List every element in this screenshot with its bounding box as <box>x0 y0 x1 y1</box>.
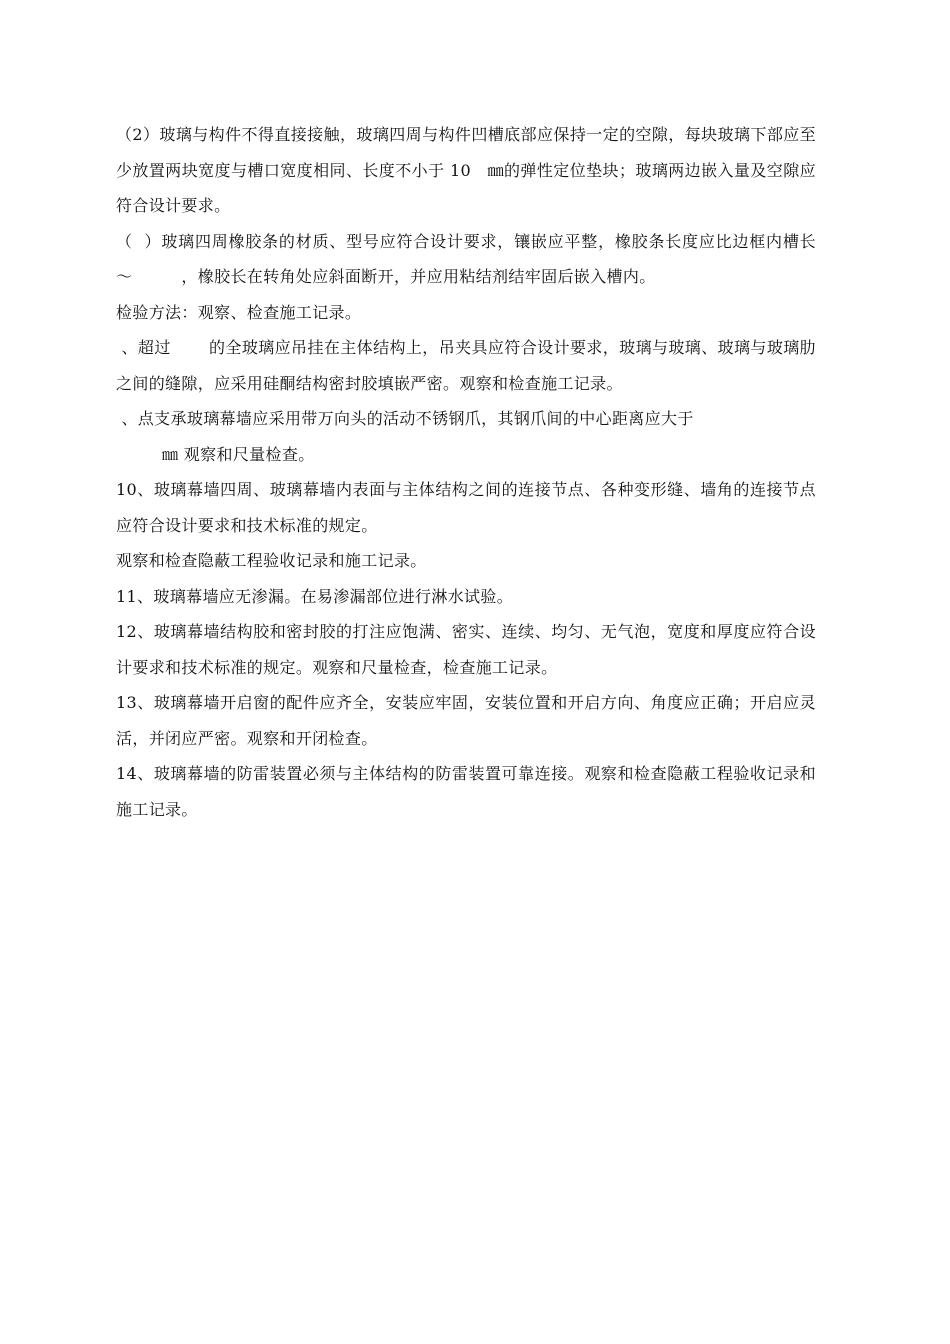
paragraph-item-12: 12、玻璃幕墙结构胶和密封胶的打注应饱满、密实、连续、均匀、无气泡，宽度和厚度应符合设计要求和技术标准的规定。观察和尺量检查，检查施工记录。 <box>116 622 816 677</box>
paragraph-point-supported-glass: 、点支承玻璃幕墙应采用带万向头的活动不锈钢爪，其钢爪间的中心距离应大于 <box>116 409 694 428</box>
paragraph-rubber-strip: （ ）玻璃四周橡胶条的材质、型号应符合设计要求，镶嵌应平整，橡胶条长度应比边框内槽长 ～ ，橡胶长在转角处应斜面断开，并应用粘结剂结牢固后嵌入槽内。 <box>116 231 866 286</box>
paragraph-inspection-method: 检验方法：观察、检查施工记录。 <box>116 302 362 322</box>
paragraph-item-10: 10、玻璃幕墙四周、玻璃幕墙内表面与主体结构之间的连接节点、各种变形缝、墙角的连接节点应符合设计要求和技术标准的规定。 <box>116 480 816 535</box>
paragraph-item-13: 13、玻璃幕墙开启窗的配件应齐全，安装应牢固，安装位置和开启方向、角度应正确；开启应灵活，并闭应严密。观察和开闭检查。 <box>116 693 816 748</box>
paragraph-item-14: 14、玻璃幕墙的防雷装置必须与主体结构的防雷装置可靠连接。观察和检查隐蔽工程验收记录和施工记录。 <box>116 764 816 819</box>
paragraph-item-11: 11、玻璃幕墙应无渗漏。在易渗漏部位进行淋水试验。 <box>116 586 514 606</box>
paragraph-point-supported-glass-cont: ㎜ 观察和尺量检查。 <box>162 444 315 464</box>
paragraph-glass-contact: （2）玻璃与构件不得直接接触，玻璃四周与构件凹槽底部应保持一定的空隙，每块玻璃下部应至少放置两块宽度与槽口宽度相同、长度不小于 10 ㎜的弹性定位垫块；玻璃两边嵌入量及空隙应符合设计要求。 <box>116 125 816 215</box>
paragraph-full-glass-hanging: 、超过 的全玻璃应吊挂在主体结构上，吊夹具应符合设计要求，玻璃与玻璃、玻璃与玻璃肋之间的缝隙，应采用硅酮结构密封胶填嵌严密。观察和检查施工记录。 <box>116 338 817 393</box>
document-page <box>116 117 866 827</box>
paragraph-item-10-check: 观察和检查隐蔽工程验收记录和施工记录。 <box>116 551 427 570</box>
